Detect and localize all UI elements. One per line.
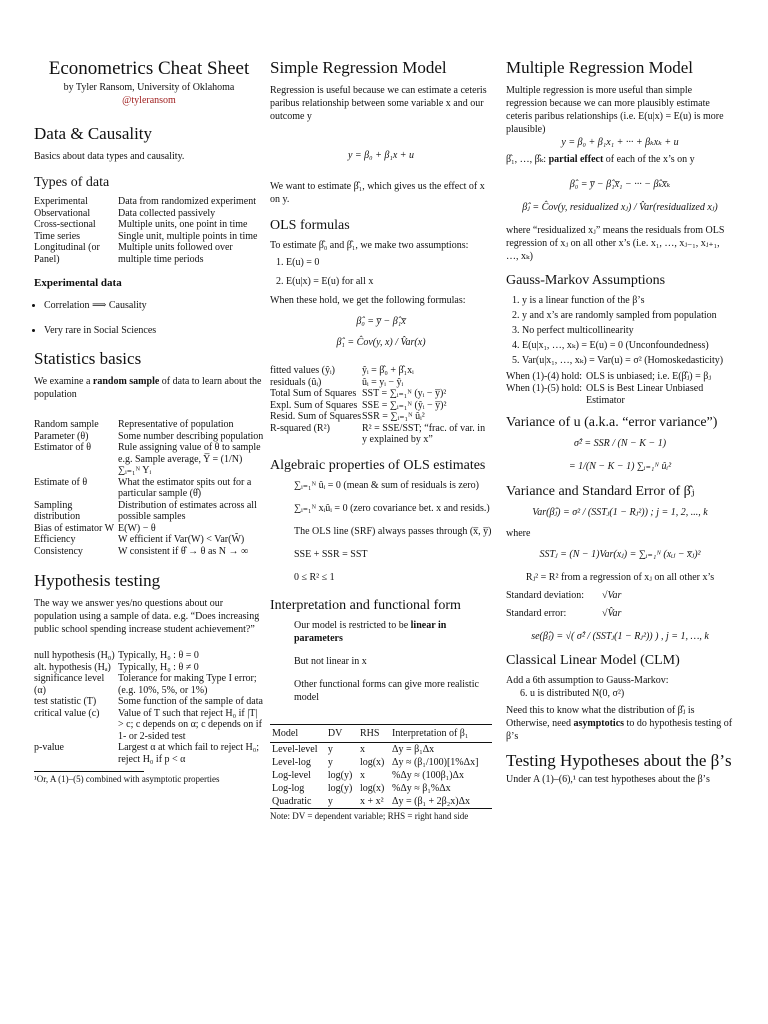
- list-item: But not linear in x: [294, 655, 367, 667]
- footnote: ¹Or, A (1)–(5) combined with asymptotic properties: [34, 774, 220, 784]
- type-term: Cross-sectional: [34, 219, 96, 230]
- table-header: DV: [326, 724, 358, 742]
- variance-u-formula-2: = 1/(N − K − 1) ∑ᵢ₌₁ᴺ ûᵢ²: [568, 461, 672, 472]
- list-item: Other functional forms can give more realistic model: [294, 678, 479, 703]
- ols-formulas-heading: OLS formulas: [270, 218, 350, 233]
- interpretation-list: [270, 619, 492, 704]
- functional-form-table: [270, 724, 492, 809]
- type-term: Time series: [34, 230, 81, 242]
- gauss-markov-rules: When (1)-(4) hold: OLS is unbiased; i.e. E(β̂ⱼ) = βⱼ When (1)-(5) hold: OLS is Best Linear Unbiased Estimator: [506, 371, 711, 406]
- experimental-data-bullets: [34, 299, 264, 337]
- residualized-note: where “residualized xⱼ” means the residuals from OLS regression of xⱼ on all other x’s (i.e. x₁, …, xⱼ₋₁, xⱼ₊₁, …, xₖ): [506, 225, 725, 262]
- column-middle: [270, 58, 492, 821]
- beta1-formula: β̂₁ = Ĉov(y, x) / V̂ar(x): [336, 337, 426, 348]
- clm-assumption-6: 6. u is distributed N(0, σ²): [520, 688, 625, 699]
- type-def: Data collected passively: [118, 207, 216, 219]
- list-item: ∑ᵢ₌₁ᴺ ûᵢ = 0 (mean & sum of residuals is zero): [294, 479, 479, 491]
- se-beta-formula: se(β̂ⱼ) = √( σ̂² / (SSTⱼ(1 − Rⱼ²)) ) , j = 1, …, k: [531, 631, 709, 642]
- list-item: ∑ᵢ₌₁ᴺ xᵢûᵢ = 0 (zero covariance bet. x and resids.): [294, 502, 490, 514]
- interpretation-heading: Interpretation and functional form: [270, 597, 461, 613]
- list-item: 1. E(u) = 0: [286, 256, 492, 269]
- ols-assumptions: [270, 256, 492, 288]
- table-row: Quadratic y x + x² Δy = (β₁ + 2β₂x)Δx: [270, 795, 492, 809]
- types-of-data-list: [34, 196, 264, 265]
- rj-definition: Rⱼ² = R² from a regression of xⱼ on all other x’s: [525, 572, 715, 583]
- type-def: Multiple units followed over multiple time periods: [118, 242, 233, 265]
- multi-betaj-formula: β̂ⱼ = Ĉov(y, residualized xⱼ) / V̂ar(residualized xⱼ): [522, 202, 718, 213]
- table-row: Log-level log(y) x %Δy ≈ (100β₁)Δx: [272, 769, 464, 781]
- se-row: Standard error: √V̂ar: [506, 608, 622, 619]
- type-def: Data from randomized experiment: [118, 196, 256, 207]
- table-header: Interpretation of β₁: [390, 724, 492, 742]
- type-term: Longitudinal (or Panel): [34, 242, 100, 265]
- sstj-formula: SSTⱼ = (N − 1)Var(xⱼ) = ∑ᵢ₌₁ᴺ (xᵢⱼ − x̅ⱼ)²: [539, 549, 701, 560]
- section-data-causality: Data & Causality: [34, 124, 153, 143]
- type-def: Multiple units, one point in time: [118, 219, 248, 230]
- multiple-regression-intro: Multiple regression is more useful than simple regression because we can more plausibly estimate ceteris paribus relationships (i.e. E(u|x) = E(u) is more plausible): [506, 85, 724, 135]
- list-item: 5. Var(u|x₁, …, xₖ) = Var(u) = σ² (Homoskedasticity): [522, 354, 734, 367]
- list-item: Our model is restricted to be linear in parameters: [294, 619, 447, 644]
- ols-hold: When these hold, we get the following formulas:: [270, 295, 466, 306]
- list-item: SSE + SSR = SST: [294, 548, 368, 560]
- list-item: • Very rare in Social Sciences: [44, 324, 264, 337]
- page-title: Econometrics Cheat Sheet: [48, 58, 250, 79]
- gauss-markov-list: [506, 294, 734, 367]
- hypothesis-intro: The way we answer yes/no questions about our population using a sample of data. e.g. “Does increasing public school spending increase student achievement?”: [34, 598, 260, 635]
- author-line: by Tyler Ransom, University of Oklahoma: [63, 82, 235, 93]
- table-row: Level-log y log(x) Δy ≈ (β₁/100)[1%Δx]: [272, 756, 479, 768]
- where-label: where: [506, 528, 531, 539]
- list-item: 4. E(u|x₁, …, xₖ) = E(u) = 0 (Unconfoundedness): [522, 339, 734, 352]
- type-def: Single unit, multiple points in time: [118, 230, 258, 242]
- simple-want: We want to estimate β̂₁, which gives us the effect of x on y.: [270, 181, 485, 205]
- variance-u-formula-1: σ̂² = SSR / (N − K − 1): [573, 438, 667, 449]
- partial-effect-line: β̂₁, …, β̂ₖ: partial effect of each of the x’s on y: [506, 154, 695, 165]
- table-header: RHS: [358, 724, 390, 742]
- list-item: 2. y and x’s are randomly sampled from population: [522, 309, 734, 322]
- clm-need: Need this to know what the distribution of β̂ⱼ is: [506, 705, 695, 716]
- author-handle-link[interactable]: @tyleransom: [122, 95, 176, 106]
- list-item: 0 ≤ R² ≤ 1: [294, 571, 335, 583]
- gauss-markov-heading: Gauss-Markov Assumptions: [506, 273, 666, 288]
- sd-row: Standard deviation: √Var: [506, 590, 622, 601]
- list-item: The OLS line (SRF) always passes through (x̅, y̅): [294, 525, 492, 537]
- column-right: [506, 58, 734, 786]
- experimental-data-heading: Experimental data: [34, 277, 122, 289]
- type-term: Observational: [34, 207, 91, 219]
- multiple-model-equation: y = β₀ + β₁x₁ + ··· + βₖxₖ + u: [561, 137, 679, 148]
- types-of-data-heading: Types of data: [34, 175, 110, 190]
- section-hypothesis-testing: Hypothesis testing: [34, 571, 161, 590]
- ols-intro: To estimate β̂₀ and β̂₁, we make two assumptions:: [270, 240, 469, 251]
- statistics-intro: We examine a random sample of data to learn about the population: [34, 376, 262, 400]
- beta0-formula: β̂₀ = y̅ − β̂₁x̅: [356, 316, 406, 327]
- data-causality-intro: Basics about data types and causality.: [34, 151, 185, 162]
- section-multiple-regression: Multiple Regression Model: [506, 58, 693, 77]
- section-statistics-basics: Statistics basics: [34, 349, 142, 368]
- simple-model-equation: y = β₀ + β₁x + u: [347, 150, 415, 161]
- multi-beta0-formula: β̂₀ = y̅ − β̂₁x̅₁ − ··· − β̂ₖx̅ₖ: [569, 179, 671, 190]
- list-item: 2. E(u|x) = E(u) for all x: [286, 275, 492, 288]
- simple-regression-intro: Regression is useful because we can estimate a ceteris paribus relationship between some variable x and our outcome y: [270, 85, 487, 122]
- table-row: Level-level y x Δy = β₁Δx: [272, 743, 435, 755]
- type-term: Experimental: [34, 196, 88, 207]
- section-testing-hypotheses: Testing Hypotheses about the β’s: [506, 751, 732, 770]
- table-note: Note: DV = dependent variable; RHS = right hand side: [270, 810, 469, 821]
- list-item: • Correlation ⟹ Causality: [44, 299, 264, 312]
- variance-se-heading: Variance and Standard Error of β̂ⱼ: [506, 484, 695, 499]
- algebraic-properties-list: [270, 479, 492, 584]
- clm-heading: Classical Linear Model (CLM): [506, 653, 680, 668]
- variance-beta-formula: Var(β̂ⱼ) = σ² / (SSTⱼ(1 − Rⱼ²)) ; j = 1, 2, ..., k: [532, 507, 708, 518]
- testing-intro: Under A (1)–(6),¹ can test hypotheses about the β’s: [506, 774, 710, 785]
- table-header: Model: [270, 724, 326, 742]
- algebraic-properties-heading: Algebraic properties of OLS estimates: [270, 457, 486, 473]
- clm-otherwise: Otherwise, need asymptotics to do hypothesis testing of β’s: [506, 718, 733, 742]
- variance-u-heading: Variance of u (a.k.a. “error variance”): [506, 415, 718, 430]
- list-item: 3. No perfect multicollinearity: [522, 324, 734, 337]
- section-simple-regression: Simple Regression Model: [270, 58, 447, 77]
- table-header-row: [270, 724, 492, 742]
- statistics-definitions: Random sample Representative of population Parameter (θ) Some number describing population Estimator of θ Rule assigning value of θ to sample e.g. Sample average, Y̅ = (1/N) ∑ᵢ₌₁ᴺ Yᵢ Estimate of θ What the estimator spits out for a particular sample (θ̂) Sampling distribution Distribution of estimates across all possible samples Bias of estimator W E(W) − θ Efficiency W efficient if Var(W) < Var(W̃) Consistency W consistent if θ̂ → θ as N → ∞: [34, 419, 264, 557]
- table-row: Log-log log(y) log(x) %Δy ≈ β₁%Δx: [272, 782, 451, 794]
- column-left: [34, 58, 264, 784]
- clm-intro: Add a 6th assumption to Gauss-Markov:: [506, 675, 669, 686]
- list-item: 1. y is a linear function of the β’s: [522, 294, 734, 307]
- hypothesis-definitions: null hypothesis (H₀) Typically, H₀ : θ = 0 alt. hypothesis (Hₐ) Typically, H₀ : θ ≠ 0 significance level (α) Tolerance for making Type I error; (e.g. 10%, 5%, or 1%) test statistic (T) Some function of the sample of data critical value (c) Value of T such that reject H₀ if |T| > c; c depends on α; c depends on if 1- or 2-sided test p-value Largest α at which fail to reject H₀; reject H₀ if p < α: [34, 650, 263, 765]
- ols-definitions: fitted values (ŷᵢ) ŷᵢ = β̂₀ + β̂₁xᵢ residuals (ûᵢ) ûᵢ = yᵢ − ŷᵢ Total Sum of Squares SST = ∑ᵢ₌₁ᴺ (yᵢ − y̅)² Expl. Sum of Squares SSE = ∑ᵢ₌₁ᴺ (ŷᵢ − y̅)² Resid. Sum of Squares SSR = ∑ᵢ₌₁ᴺ ûᵢ² R-squared (R²) R² = SSE/SST; “frac. of var. in y explained by x”: [270, 365, 486, 445]
